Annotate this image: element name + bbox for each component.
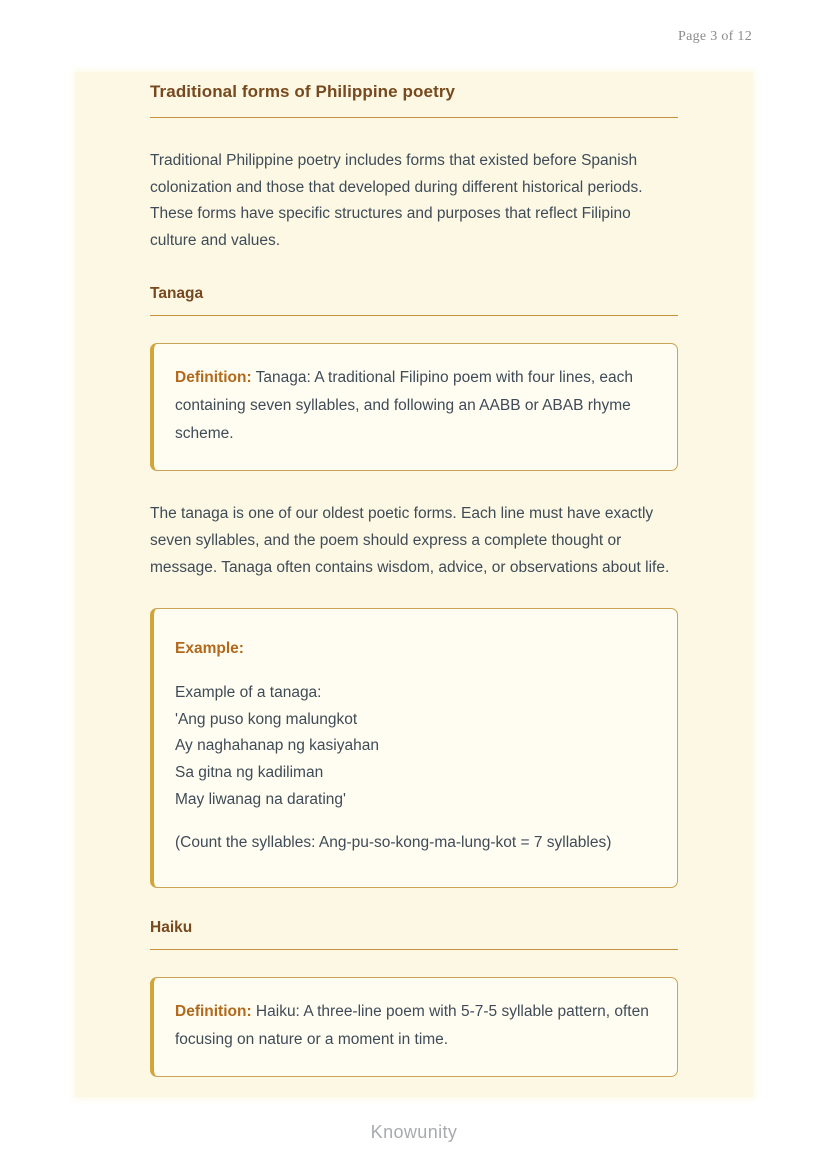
poem-line: May liwanag na darating' xyxy=(175,790,346,808)
definition-box-haiku xyxy=(150,977,678,1077)
section-heading-tanaga: Tanaga xyxy=(150,285,678,316)
section-heading-haiku: Haiku xyxy=(150,919,678,950)
notes-sheet xyxy=(75,72,753,1097)
poem-line: Ay naghahanap ng kasiyahan xyxy=(175,737,379,755)
knowunity-brand: Knowunity xyxy=(370,1122,458,1142)
definition-body: Haiku: A three-line poem with 5-7-5 syllable pattern, often focusing on nature or a moment in time. xyxy=(175,1002,649,1048)
definition-label: Definition: xyxy=(175,1002,252,1020)
intro-paragraph: Traditional Philippine poetry includes forms that existed before Spanish colonization and those that developed during different historical periods. These forms have specific structures and purposes that reflect Filipino culture and values. xyxy=(150,152,643,249)
definition-text-tanaga xyxy=(175,364,653,448)
syllable-count-note: (Count the syllables: Ang-pu-so-kong-ma-lung-kot = 7 syllables) xyxy=(175,834,612,852)
definition-text-haiku xyxy=(175,998,653,1054)
page-number-indicator: Page 3 of 12 xyxy=(678,29,752,44)
definition-label: Definition: xyxy=(175,369,252,387)
poem-line: Sa gitna ng kadiliman xyxy=(175,763,324,781)
poem-line: Example of a tanaga: xyxy=(175,684,322,702)
definition-box-tanaga xyxy=(150,343,678,471)
tanaga-poem xyxy=(175,680,653,813)
tanaga-body-paragraph: The tanaga is one of our oldest poetic forms. Each line must have exactly seven syllables, and the poem should express a complete thought or message. Tanaga often contains wisdom, advice, or observations about life. xyxy=(150,505,670,576)
example-label: Example: xyxy=(175,640,244,658)
document-title: Traditional forms of Philippine poetry xyxy=(150,82,678,118)
poem-line: 'Ang puso kong malungkot xyxy=(175,710,358,728)
definition-body: Tanaga: A traditional Filipino poem with four lines, each containing seven syllables, and following an AABB or ABAB rhyme scheme. xyxy=(175,369,634,443)
example-box-tanaga xyxy=(150,608,678,888)
